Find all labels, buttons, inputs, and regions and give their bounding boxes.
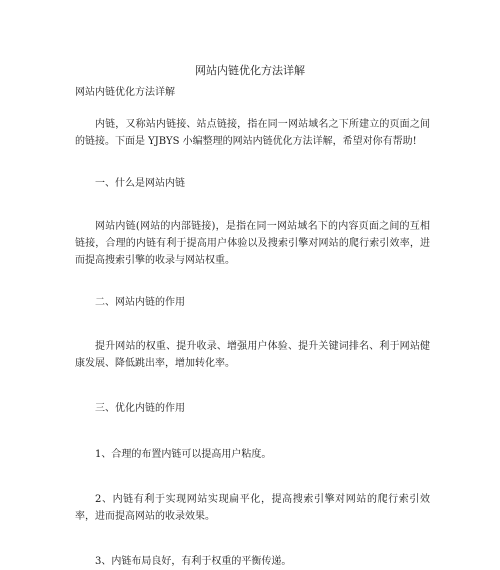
- section-heading-what-is: 一、什么是网站内链: [95, 178, 185, 189]
- section-body-what-is: 网站内链(网站的内部链接)，是指在同一网站域名下的内容页面之间的互相链接，合理的内链有利于提高用户体验以及搜索引擎对网站的爬行索引效率，进而提高搜索引擎的收录与网站权重。: [75, 221, 430, 266]
- list-item: 3、内链布局良好，有利于权重的平衡传递。: [95, 556, 292, 567]
- intro-paragraph: 内链，又称站内链接、站点链接，指在同一网站域名之下所建立的页面之间的链接。下面是 YJBYS 小编整理的网站内链优化方法详解，希望对你有帮助!: [75, 119, 430, 147]
- document-title: 网站内链优化方法详解: [195, 64, 305, 77]
- section-heading-optimize: 三、优化内链的作用: [95, 403, 185, 414]
- section-heading-role: 二、网站内链的作用: [95, 297, 185, 308]
- list-item: 2、内链有利于实现网站实现扁平化，提高搜索引擎对网站的爬行索引效率，进而提高网站的收录效果。: [75, 494, 430, 522]
- list-item: 1、合理的布置内链可以提高用户粘度。: [95, 449, 272, 460]
- section-body-role: 提升网站的权重、提升收录、增强用户体验、提升关键词排名、利于网站健康发展、降低跳出率，增加转化率。: [75, 341, 430, 369]
- document-subtitle: 网站内链优化方法详解: [75, 87, 175, 98]
